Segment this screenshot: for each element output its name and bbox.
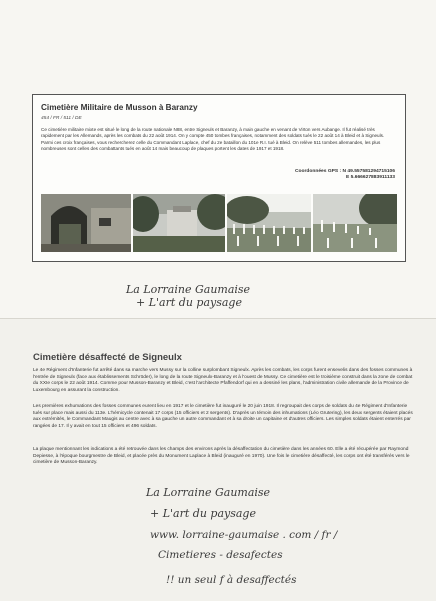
cemetery-building-photo	[133, 194, 225, 252]
gps-east: E 5.666627883911133	[346, 175, 395, 181]
signeulx-clipping-title: Cimetière désaffecté de Signeulx	[33, 352, 182, 363]
handwritten-note-1-line-1: La Lorraine Gaumaise	[126, 283, 251, 296]
signeulx-paragraph-1: Le 4e Régiment d'Infanterie fut arrêté dans sa marche vers Mussy sur la colline surplombant Signeulx. Après les combats, les corps furent ensevelis dans des fosses communes à l'entrée de Signeulx (face aux établissements Schröder), le long de la route Signeulx-Baranzy et à l'ouest de Mussy. Ce cimetière est le troisième construit dans la zone de combat du XXIe corps le 22 août 1914. Comme pour Musson-Baranzy et Bleid, c'est l'architecte Pfaffendorf qui en a dessiné les plans, l'administration civile allemande de la Province de Luxembourg en assurant la construction.	[33, 368, 413, 393]
handwritten-note-2-line-1: La Lorraine Gaumaise	[146, 486, 271, 499]
cemetery-graves-photo	[313, 194, 397, 252]
cemetery-crosses-photo	[227, 194, 311, 252]
signeulx-paragraph-3: La plaque mentionnant les indications a été retrouvée dans les champs des environs après la désaffectation du cimetière dans les années 60. Elle a été récupérée par Raymond Depiesse, à l'époque bourgmestre de Bleid, et placée près du Monument Laplace à Bleid (inauguré en 1970). Une fois le cimetière désaffecté, les corps ont été transférés vers le cimetière de Musson-Baranzy.	[33, 447, 410, 466]
clipping-reference: 454 / FR / 511 / DE	[41, 116, 82, 121]
signeulx-paragraph-2: Les premières exhumations des fosses communes eurent lieu en 1917 et le cimetière fut inauguré le 20 juin 1918. Il regroupait des corps de soldats du 4e Régiment d'Infanterie tués sur place mais aussi du 113e. L'hémicycle contenait 17 corps (15 officiers et 2 sergents). D'après un témoin des inhumations (Léo Grutering), les deux sergents étaient placés aux extrémités, le Commandant Maugis au centre avec à sa gauche un autre commandant et à sa droite un capitaine et d'autres officiers. Les simples soldats étaient enterrés par rangées de 17. Il y avait en tout 15 officiers et 496 soldats.	[33, 404, 413, 429]
cemetery-gate-photo	[41, 194, 131, 252]
gps-coordinates	[295, 169, 395, 181]
musson-cemetery-clipping	[32, 94, 406, 262]
handwritten-note-2-line-5: !! un seul f à desaffectés	[166, 574, 297, 586]
handwritten-note-2-line-3: www. lorraine-gaumaise . com / fr /	[150, 529, 338, 541]
clipping-body-text: Ce cimetière militaire mixte est situé le long de la route nationale N88, entre Signeuls et Baranzy, à main gauche en venant de Virton vers Aubange. Il fut réalisé très rapidement par les Allemands, après les combats du 22 août 1914. On y compte 450 tombes françaises, notamment des soldats tués le 22 août 14 à Bleid et à Signeuls. Parmi ces croix françaises, vous rechercherez celle du Commandant Laplace, chef du 2e bataillon du 101e R.I. tué à Bleid. On relève 511 tombes allemandes, les plus nombreuses sont celles des combattants tués en août 14 mais beaucoup de plaques portent les dates de 1917 et 1918.	[41, 127, 385, 152]
photo-strip	[41, 194, 397, 252]
clipping-title: Cimetière Militaire de Musson à Baranzy	[41, 103, 198, 112]
gps-north: Coordonnées GPS : N 49.557581294715106	[294, 169, 395, 174]
handwritten-note-1-line-2: + L'art du paysage	[136, 296, 242, 309]
handwritten-note-2-line-4: Cimetieres - desafectes	[158, 549, 283, 561]
handwritten-note-2-line-2: + L'art du paysage	[150, 507, 256, 520]
